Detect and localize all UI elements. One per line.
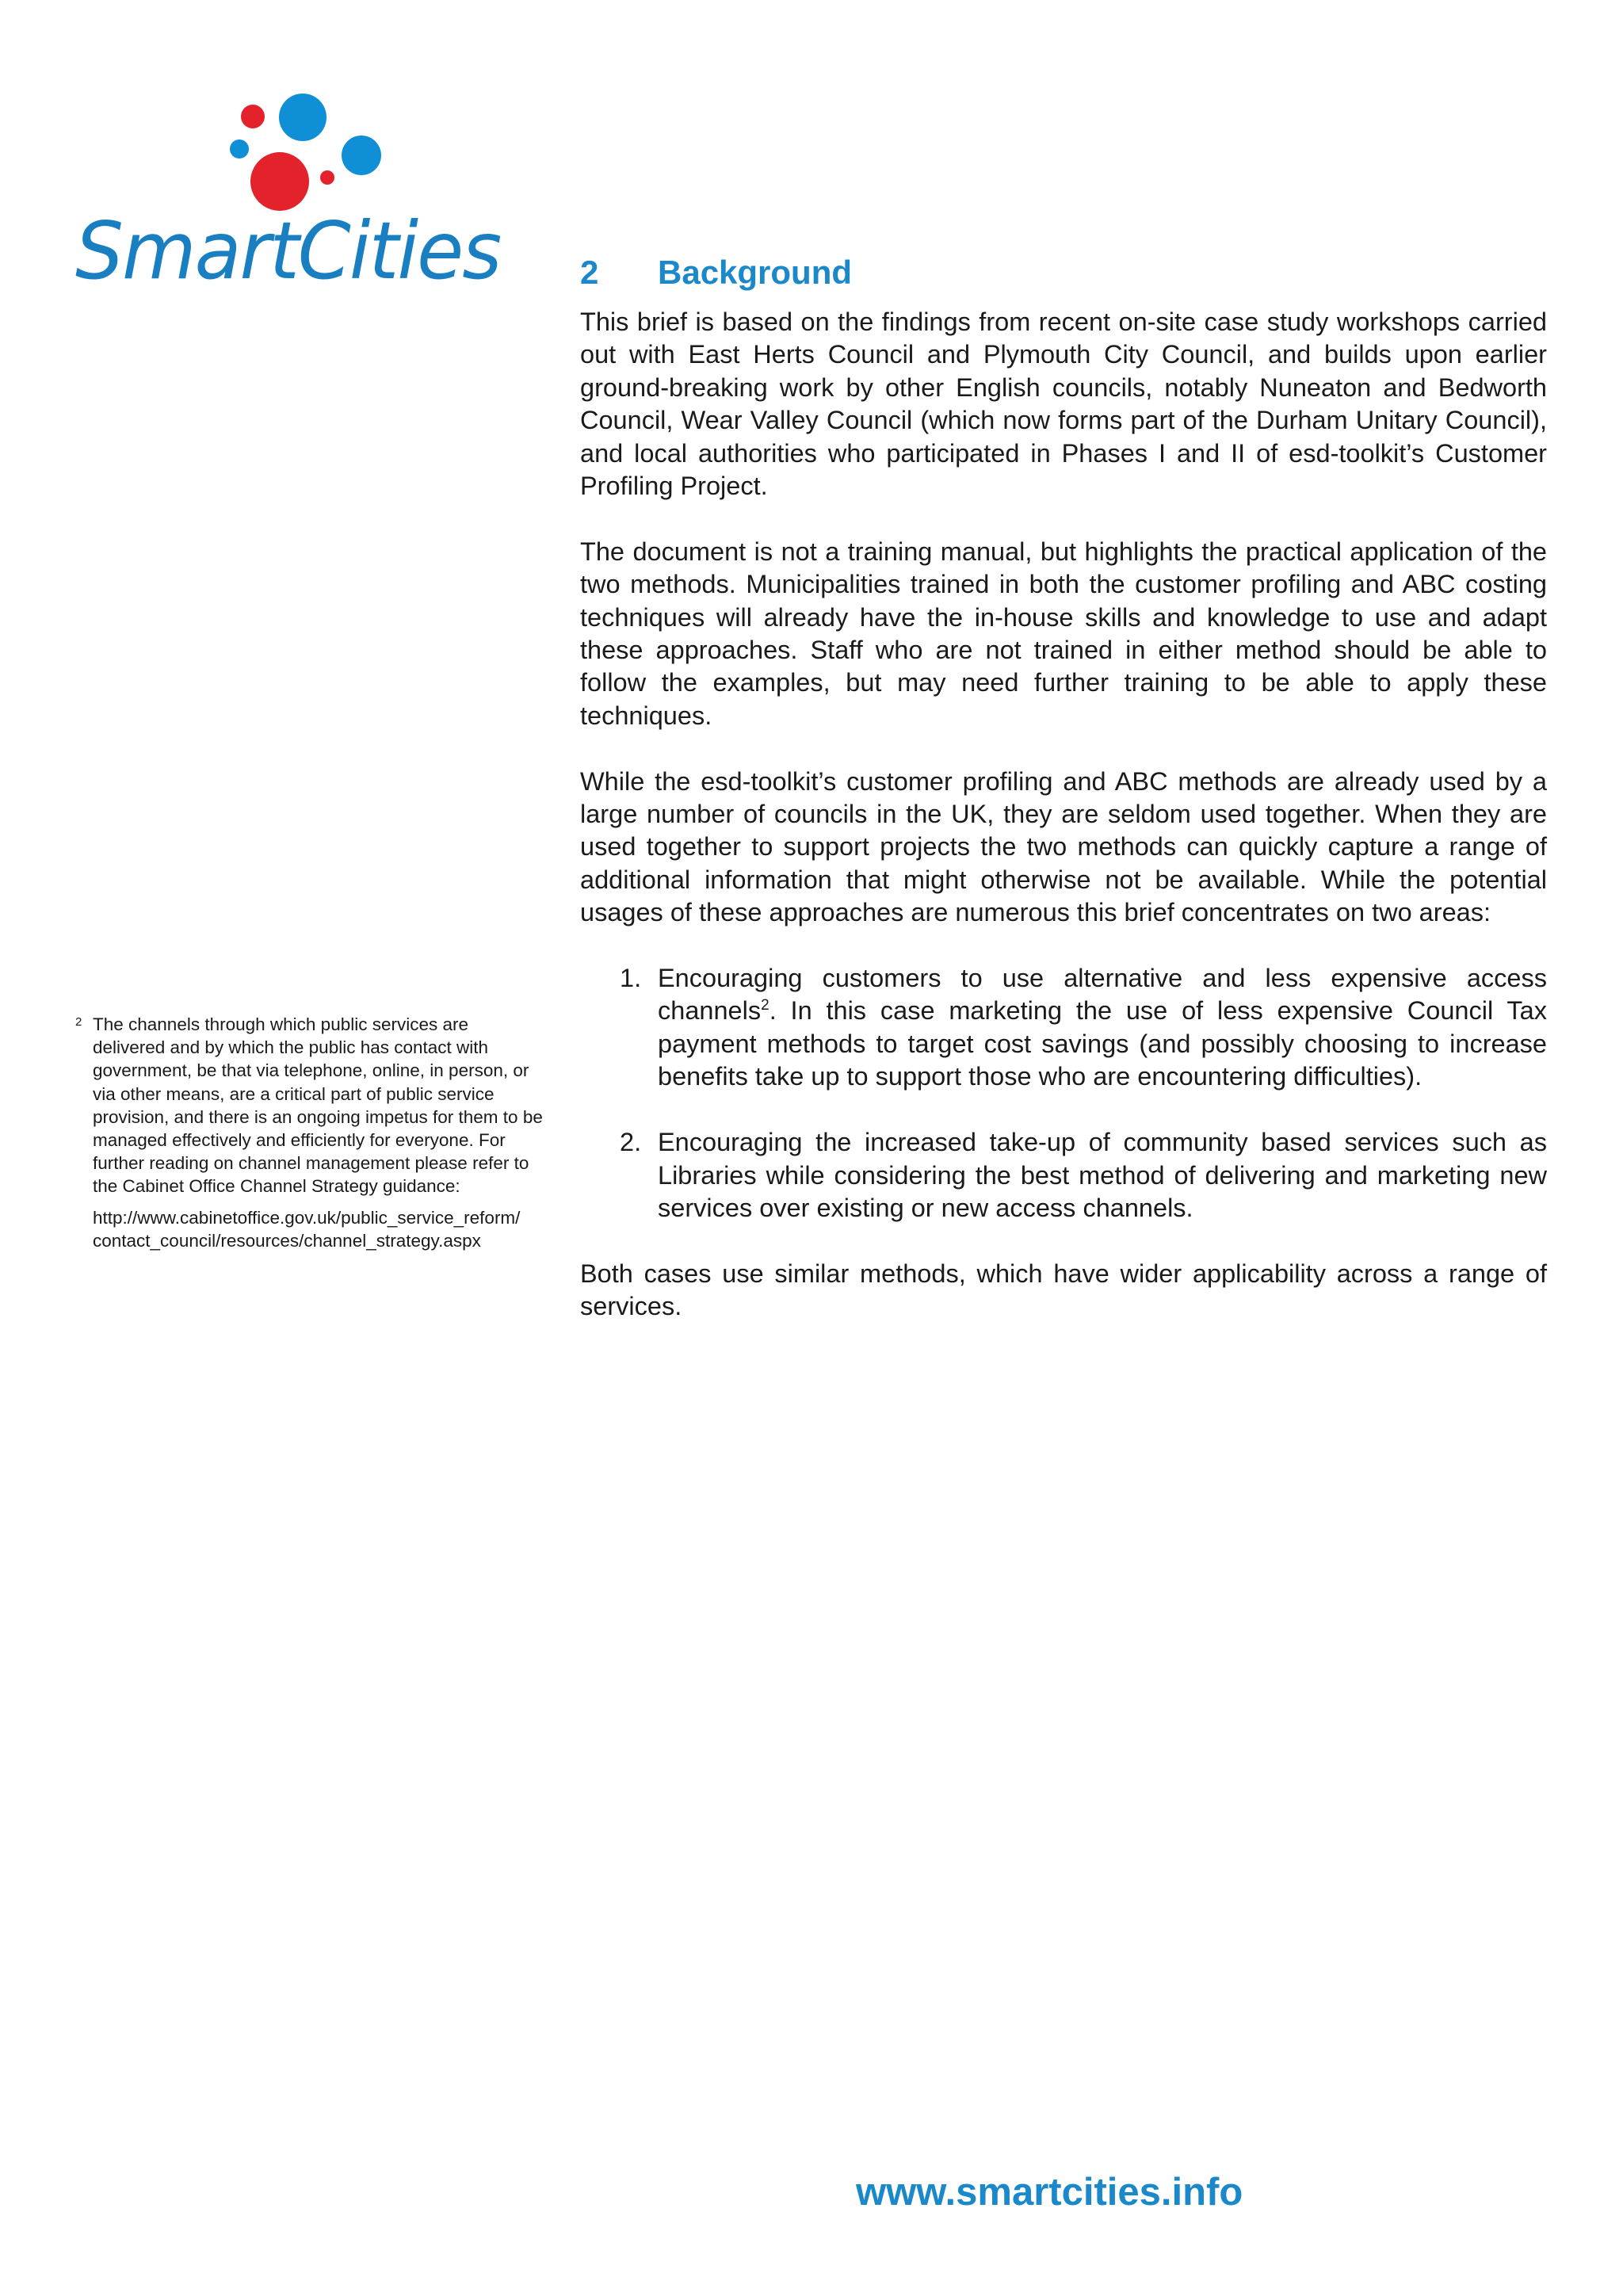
list-marker: 2. [620, 1128, 642, 1157]
paragraph-purpose: The document is not a training manual, but highlights the practical application of the two methods. Municipalities trained in both the customer profiling and ABC costing techniques will already have the in-house skills and knowledge to use and adapt these approaches. Staff who are not trained in either method should be able to follow the examples, but may need further training to be able to apply these techniques. [580, 537, 1547, 730]
list-item-text: Encouraging customers to use alternative and less expensive access channels [658, 964, 1547, 1026]
smartcities-logo [75, 87, 519, 301]
footnote-text: The channels through which public services are delivered and by which the public has contact with government, be that via telephone, online, in person, or via other means, are a critical part of public service provision, and there is an ongoing impetus for them to be managed effectively and efficiently for everyone. For further reading on channel management please refer to the Cabinet Office Channel Strategy guidance: [93, 1014, 543, 1197]
list-marker: 1. [620, 964, 642, 993]
logo-dot-blue-medium [342, 136, 381, 175]
footnote-url[interactable] [75, 1206, 543, 1252]
footnote-reference[interactable]: 2 [761, 997, 769, 1014]
footer-website-link[interactable]: www.smartcities.info [856, 2171, 1243, 2214]
footnote [75, 1013, 543, 1252]
list-item-text-cont: . In this case marketing the use of less expensive Council Tax payment methods to target cost savings (and possibly choosing to increase benefits take up to support those who are encountering difficulties). [658, 996, 1547, 1091]
list-item-text: Encouraging the increased take-up of community based services such as Libraries while considering the best method of delivering and marketing new services over existing or new access channels. [658, 1128, 1547, 1222]
section-heading [580, 250, 1547, 295]
footnote-url-line1[interactable]: http://www.cabinetoffice.gov.uk/public_service_reform/ [93, 1207, 521, 1228]
logo-dot-blue-large [279, 94, 327, 141]
main-content [580, 250, 1547, 1356]
logo-dot-red-tiny [320, 170, 334, 185]
focus-areas-list [580, 962, 1547, 1224]
section-number: 2 [580, 254, 599, 291]
logo-dots-graphic [75, 87, 424, 214]
paragraph-methods: While the esd-toolkit’s customer profiling and ABC methods are already used by a large number of councils in the UK, they are seldom used together. When they are used together to support projects the two methods can quickly capture a range of additional information that might otherwise not be available. While the potential usages of these approaches are numerous this brief concentrates on two areas: [580, 766, 1547, 927]
logo-wordmark: SmartCities [75, 204, 501, 297]
section-title: Background [658, 254, 853, 291]
list-item [580, 962, 1547, 1094]
footnote-mark: 2 [75, 1015, 82, 1029]
paragraph-intro: This brief is based on the findings from recent on-site case study workshops carried out with East Herts Council and Plymouth City Council, and builds upon earlier ground-breaking work by other English councils, notably Nuneaton and Bedworth Council, Wear Valley Council (which now forms part of the Durham Unitary Council), and local authorities who participated in Phases I and II of esd-toolkit’s Customer Profiling Project. [580, 308, 1547, 501]
footnote-url-line2[interactable]: contact_council/resources/channel_strategy.aspx [93, 1230, 481, 1251]
logo-dot-blue-small [230, 139, 249, 159]
paragraph-closing: Both cases use similar methods, which have wider applicability across a range of services. [580, 1259, 1547, 1321]
list-item [580, 1126, 1547, 1224]
logo-dot-red-large [250, 152, 309, 211]
logo-dot-red-small [241, 105, 265, 128]
